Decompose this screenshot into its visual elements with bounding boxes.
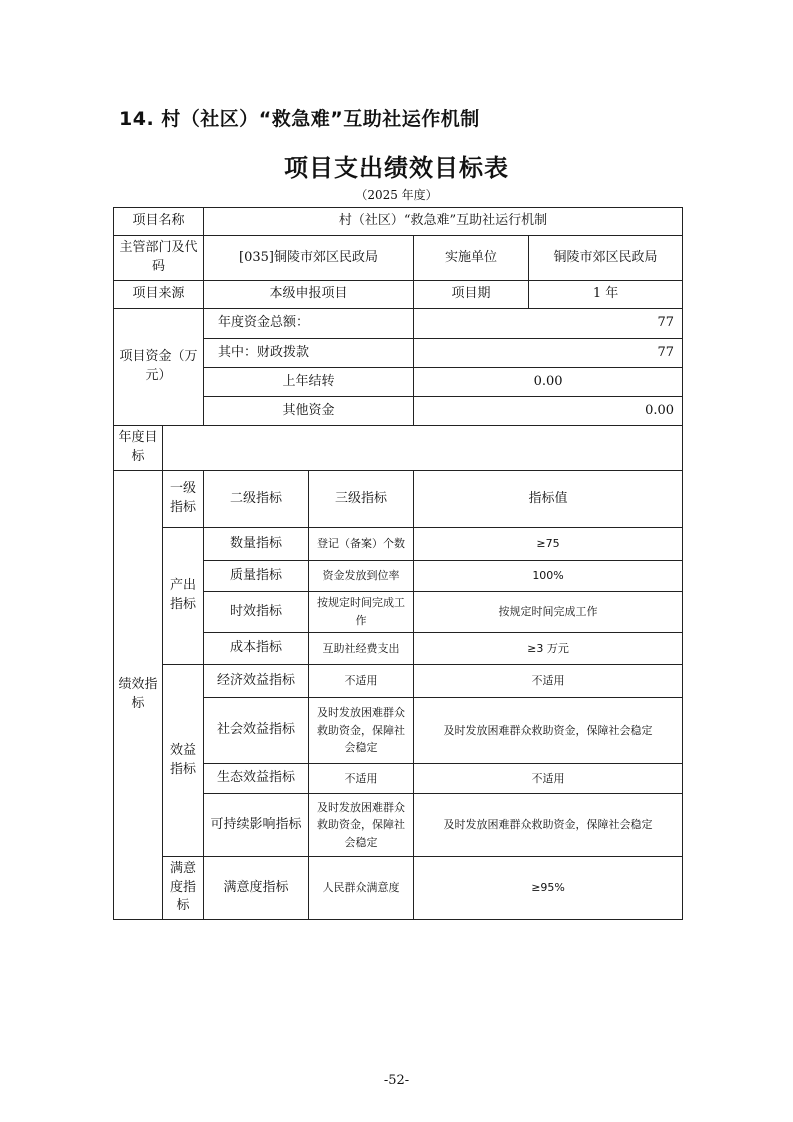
indicator-level3: 登记（备案）个数 <box>309 528 414 561</box>
fiscal-funds-label: 其中：财政拨款 <box>204 339 414 368</box>
row-funds-total <box>114 309 683 339</box>
impl-label: 实施单位 <box>414 236 529 281</box>
header-level2: 二级指标 <box>204 471 309 528</box>
indicator-level2: 质量指标 <box>204 561 309 592</box>
indicator-value: 及时发放困难群众救助资金，保障社会稳定 <box>414 698 683 764</box>
indicator-level2: 生态效益指标 <box>204 764 309 794</box>
indicator-level2: 数量指标 <box>204 528 309 561</box>
funds-label: 项目资金（万元） <box>114 309 204 426</box>
indicator-value: 100% <box>414 561 683 592</box>
indicator-level3: 人民群众满意度 <box>309 857 414 920</box>
indicator-level3: 互助社经费支出 <box>309 633 414 665</box>
table-row <box>114 528 683 561</box>
dept-label: 主管部门及代码 <box>114 236 204 281</box>
indicator-level3: 不适用 <box>309 764 414 794</box>
row-annual-goal <box>114 426 683 471</box>
carryover-value: 0.00 <box>414 368 683 397</box>
table-year: （2025 年度） <box>355 188 438 202</box>
period-label: 项目期 <box>414 281 529 309</box>
period-value: 1 年 <box>529 281 683 309</box>
total-funds-label: 年度资金总额： <box>204 309 414 339</box>
performance-goal-table <box>113 207 683 920</box>
output-label: 产出指标 <box>163 528 204 665</box>
other-funds-label: 其他资金 <box>204 397 414 426</box>
indicator-level3: 资金发放到位率 <box>309 561 414 592</box>
fiscal-funds-value: 77 <box>414 339 683 368</box>
indicator-level2: 经济效益指标 <box>204 665 309 698</box>
indicator-value: 按规定时间完成工作 <box>414 592 683 633</box>
indicator-level2: 可持续影响指标 <box>204 794 309 857</box>
header-level1: 一级指标 <box>163 471 204 528</box>
indicator-level2: 满意度指标 <box>204 857 309 920</box>
annual-goal-label: 年度目标 <box>114 426 163 471</box>
indicator-level2: 时效指标 <box>204 592 309 633</box>
other-funds-value: 0.00 <box>414 397 683 426</box>
carryover-label: 上年结转 <box>204 368 414 397</box>
table-title: 项目支出绩效目标表 <box>284 154 509 182</box>
benefit-label: 效益指标 <box>163 665 204 857</box>
indicator-level3: 不适用 <box>309 665 414 698</box>
source-value: 本级申报项目 <box>204 281 414 309</box>
section-title: 14. 村（社区）“救急难”互助社运作机制 <box>119 108 480 130</box>
page-number: -52- <box>383 1073 410 1088</box>
indicator-value: ≥3 万元 <box>414 633 683 665</box>
satisfaction-label: 满意度指标 <box>163 857 204 920</box>
total-funds-value: 77 <box>414 309 683 339</box>
indicator-value: 及时发放困难群众救助资金，保障社会稳定 <box>414 794 683 857</box>
dept-value: [035]铜陵市郊区民政局 <box>204 236 414 281</box>
indicator-level3: 按规定时间完成工作 <box>309 592 414 633</box>
table-row <box>114 857 683 920</box>
indicator-level2: 社会效益指标 <box>204 698 309 764</box>
indicator-value: 不适用 <box>414 764 683 794</box>
project-name-label: 项目名称 <box>114 208 204 236</box>
impl-value: 铜陵市郊区民政局 <box>529 236 683 281</box>
indicators-label: 绩效指标 <box>114 471 163 920</box>
row-indicator-header <box>114 471 683 528</box>
row-project-name <box>114 208 683 236</box>
project-name-value: 村（社区）“救急难”互助社运行机制 <box>204 208 683 236</box>
row-source <box>114 281 683 309</box>
table-row <box>114 665 683 698</box>
indicator-level3: 及时发放困难群众救助资金，保障社会稳定 <box>309 698 414 764</box>
indicator-value: ≥75 <box>414 528 683 561</box>
source-label: 项目来源 <box>114 281 204 309</box>
row-department <box>114 236 683 281</box>
header-level3: 三级指标 <box>309 471 414 528</box>
indicator-level3: 及时发放困难群众救助资金，保障社会稳定 <box>309 794 414 857</box>
indicator-level2: 成本指标 <box>204 633 309 665</box>
indicator-value: 不适用 <box>414 665 683 698</box>
indicator-value: ≥95% <box>414 857 683 920</box>
annual-goal-value <box>163 426 683 471</box>
header-value: 指标值 <box>414 471 683 528</box>
